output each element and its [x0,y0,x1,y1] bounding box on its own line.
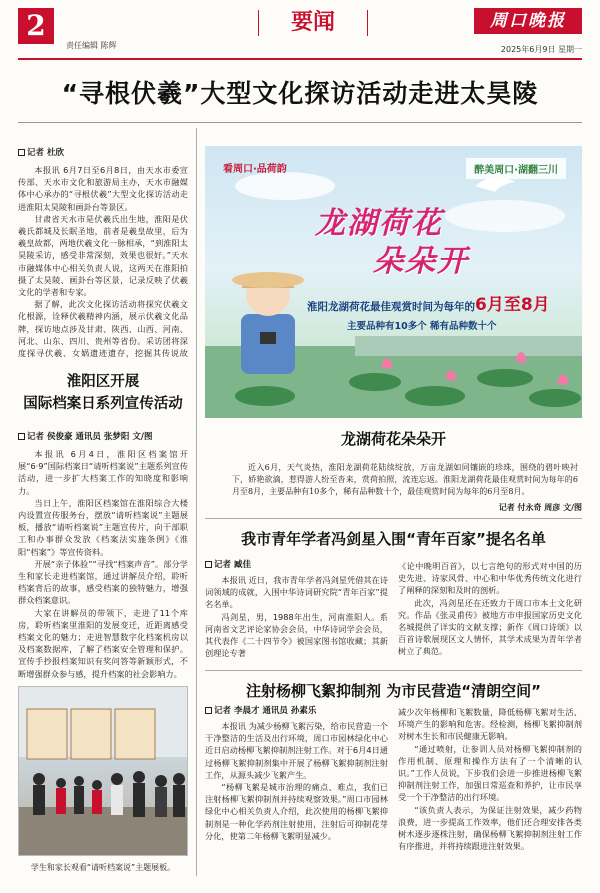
poster-caption-title: 龙湖荷花朵朵开 [340,430,446,448]
willow-paragraph: “杨柳飞絮是城市治理的痛点、难点，我们已注射杨柳飞絮抑制剂并持续观察效果。”周口市园林绿化中心相关负责人介绍，此次使用的杨柳飞絮抑制剂是一种化学药剂注射使用，注射后可抑制花芽分化，使第二年杨柳飞絮明显减少。 [205,782,388,841]
scholar-paragraph: 本报讯 近日，我市青年学者冯剑星凭借其在诗词领域的成就，入围中华诗词研究院“青年百家”提名名单。 [205,575,388,610]
byline-square-icon [205,561,212,568]
poster-banner: 淮阳龙湖荷花最佳观赏时间为每年的6月至8月 [307,295,550,315]
scholar-article-headline: 我市青年学者冯剑星入围“青年百家”提名名单 [241,530,546,548]
section-rule [205,518,582,519]
newspaper-logo: 周口晚报 [474,8,582,34]
masthead [0,0,600,62]
poster-slogan: 醉美周口·湖翻三川 [466,158,566,179]
lotus-poster [205,146,582,418]
willow-paragraph: 减少次年杨柳和飞絮数量，降低杨柳飞絮对生活、环境产生的影响和危害。经检测，杨柳飞絮抑制剂对树木生长和市民健康无影响。 [398,707,582,742]
willow-article-col1 [205,720,388,876]
archive-photo-caption: 学生和家长观看“请听档案说”主题展板。 [30,863,176,872]
willow-article-headline: 注射杨柳飞絮抑制剂 为市民营造“清朗空间” [246,682,541,700]
archive-paragraph: 开展“亲子体验”“寻找“档案声音”。部分学生和家长走进档案馆，通过讲解员介绍，聆听档案背后的故事，感受档案的独特魅力，增强群众档案意识。 [18,558,188,606]
byline-square-icon [205,707,212,714]
archive-photo-illustration [19,687,188,856]
issue-date: 2025年6月9日 星期一 [500,45,582,54]
column-divider [196,128,197,876]
archive-paragraph: 大家在讲解员的带领下，走进了11个库房，聆听档案里淮阳的发展变迁，近距离感受档案文化的魅力；走进智慧数字化档案机房以及档案数据库，了解了档案安全管理和保护。宣传手抄报档案知识有奖问答等新颖形式，不断增强群众参与感，提升档案的社会影响力。 [18,607,188,679]
scholar-article-col2 [398,560,582,666]
byline-square-icon [18,149,25,156]
poster-illustration [205,146,582,418]
archive-article [18,430,188,680]
scholar-paragraph: 《论中晚明百首》，以七言绝句的形式对中国的历史先进、诗家风骨、中心和中华优秀传统文化进行了阐释的深刻和及时的剖析。 [398,561,582,596]
page-number: 2 [18,8,54,44]
willow-paragraph: 本报讯 为减少杨柳飞絮污染，给市民营造一个干净整洁的生活及出行环境，周口市园林绿化中心近日启动杨柳飞絮抑制剂注射工作。对于6月4日通过杨柳飞絮抑制剂集中开展了杨柳飞絮抑制剂注射工作，从源头减少飞絮产生。 [205,721,388,780]
lead-paragraph: 本报讯 6月7日至6月8日，由天水市委宣传部、天水市文化和旅游局主办，天水市融媒体中心承办的“寻根伏羲”大型文化探访活动走进淮阳太昊陵和画卦台等景区。 [18,165,188,212]
headline-rule [18,122,582,123]
willow-paragraph: “该负责人表示，为保证注射效果，减少药物浪费，进一步提高工作效率，他们还合理安排各类树木逐步逐株注射，确保杨柳飞絮抑制剂注射工作有序推进，并将持续跟进注射效果。 [398,804,582,852]
archive-paragraph: 本报讯 6月4日，淮阳区档案馆开展“6·9”国际档案日“请听档案说”主题系列宣传活动，进一步扩大档案工作的知晓度和影响力。 [18,449,188,496]
masthead-rule [18,58,582,60]
lead-paragraph: 据了解，此次文化探访活动将探究伏羲文化根源，诠释伏羲精神内涵，展示伏羲文化品牌，探访地点涉及甘肃、陕西、山西、河南、河北、山东、四川、贵州等省份。采访团将深度探寻伏羲、女娲遗迹遗存，挖掘其传说故 [18,299,188,359]
scholar-article-col1 [205,574,388,666]
poster-title-line2: 朵朵开 [373,244,469,279]
byline-square-icon [18,433,25,440]
archive-paragraph: 当日上午，淮阳区档案馆在淮阳综合大楼内设置宣传服务台，摆放“请听档案说”主题展板，播放“请听档案说”主题宣传片，向干部职工和办事群众发放《档案法实施条例》《淮阳“档案”》等宣传资料。 [18,497,188,557]
scholar-paragraph: 此次，冯剑星还在还致力于周口市本土文化研究。作品《张灵甫传》被地方市申报国家历史文化名城提供了详实的文献支撑；新作《周口诗颂》以百首诗歌展现区文人情怀，其学术成果为青年学者树立了典范。 [398,597,582,657]
archive-photo [18,686,188,856]
section-rule [205,670,582,671]
lead-headline: “寻根伏羲”大型文化探访活动走进太昊陵 [61,79,539,108]
poster-subline: 主要品种有10多个 稀有品种数十个 [347,321,497,332]
scholar-byline: 记者 臧佳 [205,558,251,570]
poster-title-line1: 龙湖荷花 [315,206,443,241]
poster-caption-text: 近入6月，天气炎热，淮阳龙湖荷花陆续绽放，万亩龙湖如同镶嵌的珍珠，围绕的碧叶映衬下，娇艳欲滴，惹得游人纷至沓来，赏荷拍照，流连忘返。淮阳龙湖荷花最佳观赏时间为每年的6月至8月，主要品种有10多个，稀有品种数十个，最佳观赏时间为每年的6月至8月。 [232,463,578,496]
willow-article-col2 [398,706,582,876]
lead-article [18,146,188,360]
archive-byline: 记者 侯俊豪 通讯员 张梦阳 文/图 [18,430,188,442]
scholar-paragraph: 冯剑星，男，1988年出生，河南淮阳人。系河南省文艺评论家协会会员，中华诗词学会会员，其代表作《二十四节令》被国家图书馆收藏；其新创理论专著 [205,611,388,659]
lead-paragraph: 甘肃省天水市是伏羲氏出生地，淮阳是伏羲氏都城及长眠圣地，前者是羲皇故里，后为羲皇故都，两地伏羲文化一脉相承，“到淮阳太昊陵采访，感受非常深刻，效果也很好。”天水市融媒体中心相关负责人说，这两天在淮阳拍摄了太昊陵、画卦台等区景，记录反映了伏羲文化的学者和专家。 [18,213,188,298]
poster-tag: 看周口·品荷韵 [223,164,287,175]
archive-article-title-line1: 淮阳区开展 [66,374,140,390]
poster-credit: 记者 付永奇 周彦 文/图 [498,503,582,512]
editors-line: 责任编辑 陈辉 [66,41,117,50]
archive-article-title-line2: 国际档案日系列宣传活动 [23,396,183,412]
lead-byline: 记者 杜欣 [18,146,188,158]
willow-byline: 记者 李晨才 通讯员 孙素乐 [205,704,316,716]
willow-paragraph: “通过喷射，让参训人员对杨柳飞絮抑制剂的作用机制、原理和操作方法有了一个清晰的认识。”工作人员说，下步我们会进一步推进杨柳飞絮抑制剂注射工作，加强日常巡查和养护，让市民享受一个干净整洁的出行环境。 [398,743,582,803]
section-title: 要闻 [258,10,368,36]
